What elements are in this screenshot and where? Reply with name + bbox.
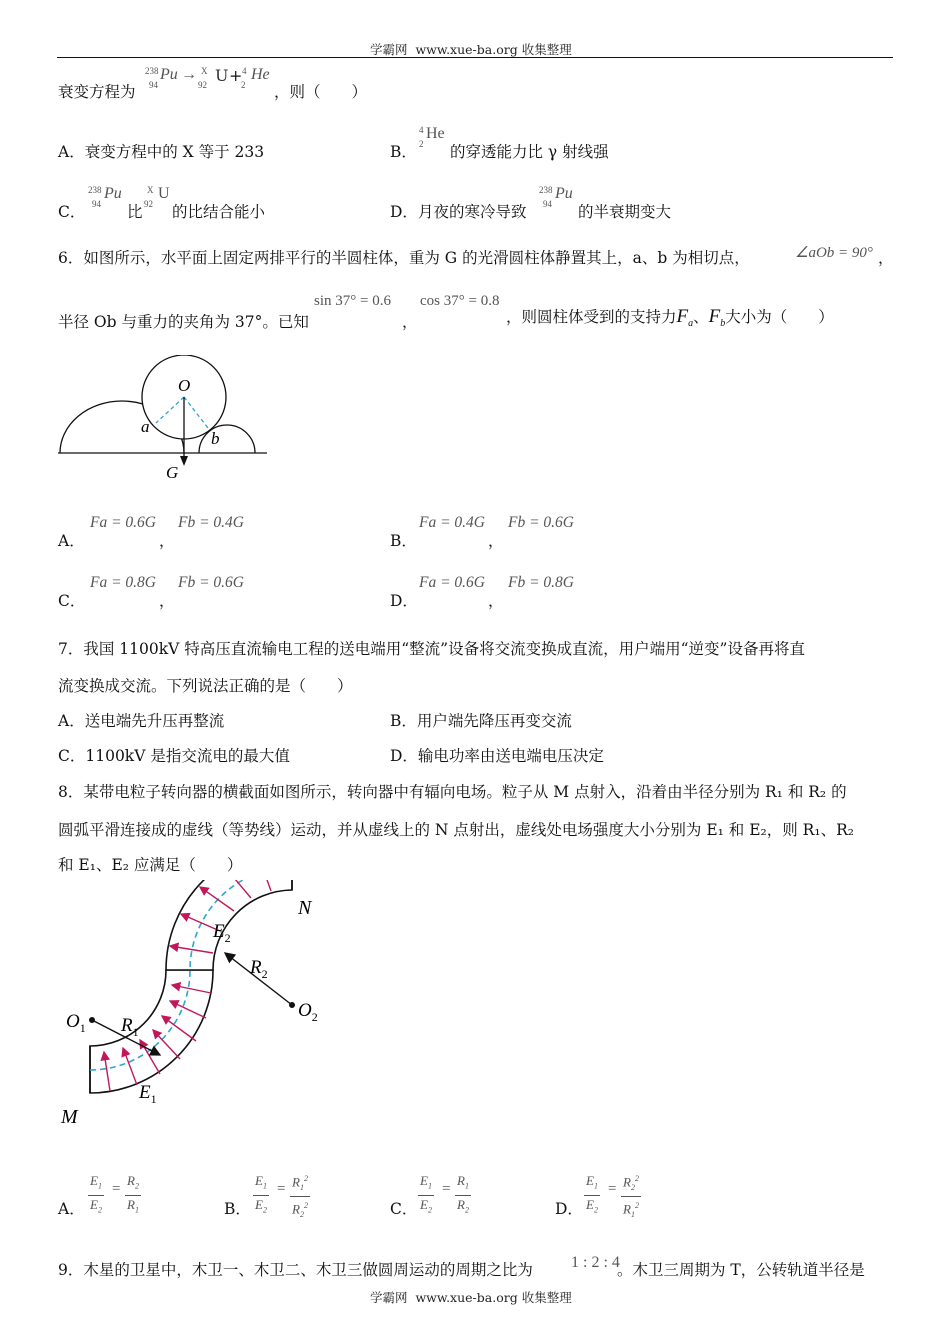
- q6-a-fa: Fa = 0.6G: [90, 514, 156, 531]
- q8-label-e2: $E_2$: [213, 921, 231, 945]
- q5-c-a: Pu: [104, 185, 122, 202]
- q6-c-comma: ，: [159, 592, 175, 610]
- q8-center-o2: [289, 1002, 295, 1008]
- header-rule: [57, 57, 893, 58]
- q6-label-o: O: [178, 376, 191, 395]
- q6-fb-sub: b: [720, 318, 726, 330]
- q6-fa: F: [676, 306, 689, 327]
- q6-b-label: B．: [390, 532, 417, 550]
- q7-option-a[interactable]: A．送电端先升压再整流: [58, 712, 225, 730]
- q5-arrow: →: [181, 66, 197, 83]
- q6-sep: 、: [693, 308, 709, 326]
- q6-a-label: A．: [58, 532, 85, 550]
- q5-intro: 衰变方程为: [58, 83, 136, 101]
- q6-c-fa: Fa = 0.8G: [90, 574, 156, 591]
- q8-a-label: A．: [58, 1200, 85, 1218]
- q5-option-a[interactable]: [58, 140, 264, 162]
- q5-c-a-z: 94: [92, 199, 101, 209]
- q5-u-z: 92: [198, 80, 207, 90]
- q6-label-a: a: [141, 417, 150, 436]
- q6-line1: 6．如图所示，水平面上固定两排平行的半圆柱体，重为 G 的光滑圆柱体静置其上，a、b 为相切点，: [58, 249, 750, 267]
- q7-line1: 7．我国 1100kV 特高压直流输电工程的送电端用“整流”设备将交流变换成直流，用户端用“逆变”设备再将直: [58, 640, 805, 658]
- q6-fb: F: [708, 306, 721, 327]
- q5-a-text: 衰变方程中的 X 等于 233: [84, 143, 265, 161]
- q8-figure: [55, 880, 330, 1145]
- q5-c-mid: 比: [127, 203, 143, 221]
- q8-line3: 和 E₁、E₂ 应满足（ ）: [58, 856, 243, 874]
- q9-pre: 9．木星的卫星中，木卫一、木卫二、木卫三做圆周运动的周期之比为: [58, 1261, 533, 1279]
- q6-c-label: C．: [58, 592, 86, 610]
- q6-d-label: D．: [390, 592, 418, 610]
- q6-d-fa: Fa = 0.6G: [419, 574, 485, 591]
- q8-b-lhs: $E_1$ $E_2$: [255, 1173, 267, 1215]
- q6-line2-end: 大小为（ ）: [725, 308, 834, 326]
- q5-plus: +: [229, 66, 243, 85]
- q8-c-label: C．: [390, 1200, 418, 1218]
- q8-d-label: D．: [555, 1200, 583, 1218]
- q9-ratio: 1 : 2 : 4: [571, 1254, 620, 1271]
- q6-a-comma: ，: [159, 532, 175, 550]
- q8-label-o1: $O_1$: [66, 1011, 86, 1035]
- q5-c-a-mass: 238: [88, 185, 102, 195]
- q8-d-lhs: $E_1$ $E_2$: [586, 1173, 598, 1215]
- q5-pu-z: 94: [149, 80, 158, 90]
- q5-d-text: 的半衰期变大: [578, 203, 672, 221]
- q6-comma: ，: [402, 313, 418, 331]
- q5-c-label: C．: [58, 203, 86, 221]
- q8-line1: 8．某带电粒子转向器的横截面如图所示，转向器中有辐向电场。粒子从 M 点射入，沿着由半径分别为 R₁ 和 R₂ 的: [58, 783, 847, 801]
- q8-c-lhs: $E_1$ $E_2$: [420, 1173, 432, 1215]
- q6-b-fa: Fa = 0.4G: [419, 514, 485, 531]
- q5-c-text: 的比结合能小: [172, 203, 266, 221]
- q8-center-o1: [89, 1017, 95, 1023]
- q6-angle-tail: ，: [878, 249, 894, 267]
- q5-he-z: 2: [241, 80, 246, 90]
- q6-angle: ∠aOb = 90°: [795, 245, 873, 261]
- q6-label-g: G: [166, 463, 179, 482]
- q8-b-label: B．: [224, 1200, 251, 1218]
- q6-figure: [55, 355, 275, 485]
- q5-d-z: 94: [543, 199, 552, 209]
- q5-b-mass: 4: [419, 125, 424, 135]
- q5-pu: Pu: [160, 66, 178, 83]
- q7-option-b[interactable]: B．用户端先降压再变交流: [390, 712, 572, 730]
- q6-gravity-arrowhead: [180, 456, 188, 466]
- q8-label-r2: $R_2$: [250, 957, 268, 981]
- q5-b-nuc: He: [426, 125, 445, 142]
- q7-option-c[interactable]: C．1100kV 是指交流电的最大值: [58, 747, 290, 765]
- header-suffix: 收集整理: [521, 42, 572, 57]
- q8-a-lhs: $E_1$ $E_2$: [90, 1173, 102, 1215]
- q6-fa-sub: a: [688, 318, 694, 330]
- q8-label-e1: $E_1$: [139, 1082, 157, 1106]
- q5-c-b: U: [158, 185, 170, 202]
- q5-tail: ，则（ ）: [274, 83, 368, 101]
- q8-label-m: M: [61, 1106, 78, 1128]
- q5-c-b-z: 92: [144, 199, 153, 209]
- q6-b-fb: Fb = 0.6G: [508, 514, 574, 531]
- page-header: [370, 40, 572, 58]
- q5-d-nuc: Pu: [555, 185, 573, 202]
- q8-b-eq: =: [277, 1181, 286, 1197]
- q5-b-z: 2: [419, 139, 424, 149]
- q5-u: U: [215, 66, 229, 85]
- q8-a-rhs: $R_2$ $R_1$: [127, 1173, 139, 1215]
- q6-line2-pre: 半径 Ob 与重力的夹角为 37°。已知: [58, 313, 309, 331]
- q8-label-n: N: [298, 897, 312, 919]
- q6-label-b: b: [211, 429, 220, 448]
- q7-option-d[interactable]: D．输电功率由送电端电压决定: [390, 747, 604, 765]
- q6-line2-tail: [506, 305, 834, 329]
- q6-d-fb: Fb = 0.8G: [508, 574, 574, 591]
- q8-c-rhs: $R_1$ $R_2$: [457, 1173, 469, 1215]
- q6-c-fb: Fb = 0.6G: [178, 574, 244, 591]
- q5-u-mass: X: [201, 66, 208, 76]
- q5-d-mass: 238: [539, 185, 553, 195]
- q8-a-eq: =: [112, 1181, 121, 1197]
- q8-d-eq: =: [608, 1181, 617, 1197]
- q8-label-r1: $R_1$: [121, 1015, 139, 1039]
- footer-site: 学霸网: [370, 1290, 408, 1305]
- q8-label-o2: $O_2$: [298, 1000, 318, 1024]
- q5-d-pre: 月夜的寒冷导致: [418, 203, 527, 221]
- q8-d-rhs: $R_2^2$ $R_1^2$: [623, 1174, 639, 1219]
- header-site: 学霸网: [370, 42, 408, 57]
- q5-d-label: D．: [390, 203, 418, 221]
- q6-a-fb: Fb = 0.4G: [178, 514, 244, 531]
- q5-c-b-mass: X: [147, 185, 154, 195]
- footer-suffix: 收集整理: [521, 1290, 572, 1305]
- q5-b-label: B．: [390, 143, 417, 161]
- q5-a-label: A．: [58, 143, 85, 161]
- q6-cos: cos 37° = 0.8: [420, 293, 500, 309]
- q5-pu-mass: 238: [145, 66, 159, 76]
- footer-url[interactable]: www.xue-ba.org: [415, 1290, 518, 1305]
- page-footer: [370, 1288, 572, 1306]
- q7-line2: 流变换成交流。下列说法正确的是（ ）: [58, 677, 353, 695]
- q8-line2: 圆弧平滑连接成的虚线（等势线）运动，并从虚线上的 N 点射出，虚线处电场强度大小分别为 E₁ 和 E₂，则 R₁、R₂: [58, 821, 854, 839]
- q6-b-comma: ，: [488, 532, 504, 550]
- q8-lower-channel: [90, 970, 213, 1093]
- q9-tail: 。木卫三周期为 T，公转轨道半径是: [617, 1261, 865, 1279]
- q6-line2-tail-text: ，则圆柱体受到的支持力: [506, 308, 677, 326]
- q6-sin: sin 37° = 0.6: [314, 293, 391, 309]
- q5-he: He: [251, 66, 270, 83]
- q5-b-text: 的穿透能力比 γ 射线强: [450, 143, 609, 161]
- q8-b-rhs: $R_1^2$ $R_2^2$: [292, 1174, 308, 1219]
- q5-he-mass: 4: [242, 66, 247, 76]
- header-url[interactable]: www.xue-ba.org: [415, 42, 518, 57]
- q8-c-eq: =: [442, 1181, 451, 1197]
- q6-d-comma: ，: [488, 592, 504, 610]
